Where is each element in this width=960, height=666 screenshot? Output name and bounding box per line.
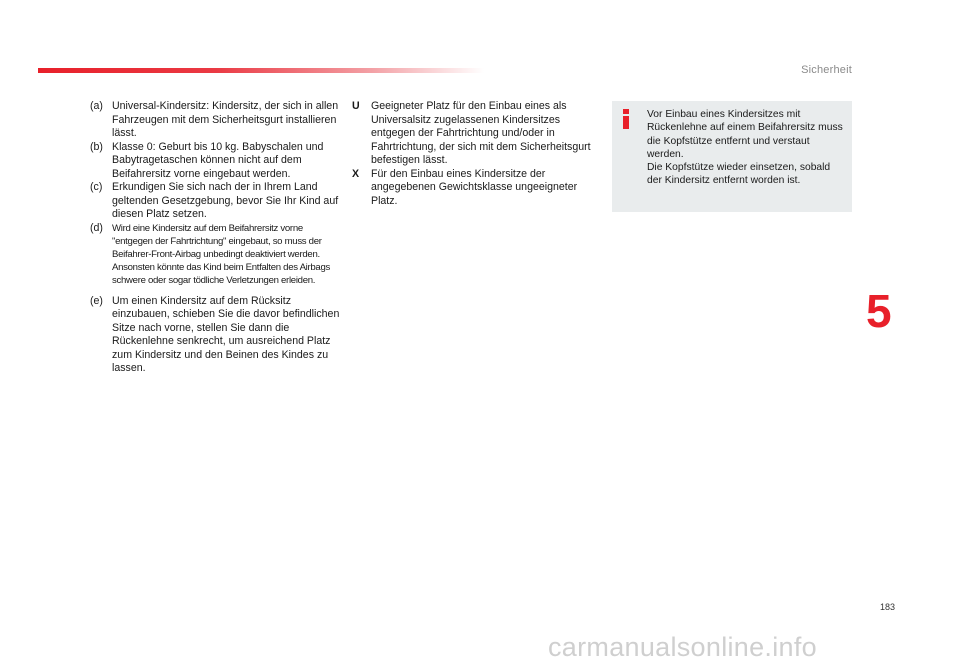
footnote-label: (a) [90,100,103,112]
footnote-text: Erkundigen Sie sich nach der in Ihrem Land geltenden Gesetzgebung, bevor Sie Ihr Kind auf diesen Platz setzen. [112,181,339,220]
footnotes-column [90,100,340,376]
footnote-d [90,222,340,288]
footnote-text: Universal-Kindersitz: Kindersitz, der sich in allen Fahrzeugen mit dem Sicherheitsgurt installieren lässt. [112,100,339,139]
footnote-b [90,141,340,182]
footnote-a [90,100,340,141]
info-paragraph: Die Kopfstütze wieder einsetzen, sobald der Kindersitz entfernt worden ist. [647,162,831,187]
footnote-e [90,295,340,376]
header-accent-bar [38,68,484,73]
footnote-text: Klasse 0: Geburt bis 10 kg. Babyschalen und Babytragetaschen können nicht auf dem Beifahrersitz vorne eingebaut werden. [112,140,324,180]
info-paragraph: Vor Einbau eines Kindersitzes mit Rückenlehne auf einem Beifahrersitz muss die Kopfstütze entfernt und verstaut werden. [647,109,843,160]
page-number: 183 [880,602,896,612]
legend-column [352,100,592,208]
footnote-label: (c) [90,181,103,193]
legend-item-u [352,100,592,168]
footnote-text: Wird eine Kindersitz auf dem Beifahrersitz vorne "entgegen der Fahrtrichtung" eingebaut, so muss der Beifahrer-Front-Airbag unbedingt deaktiviert werden. Ansonsten könnte das Kind beim Entfalten des Airbags schwere oder sogar tödliche Verletzungen erleiden. [112,222,330,287]
legend-label: X [352,167,360,180]
footnote-label: (e) [90,294,103,307]
legend-item-x [352,168,592,209]
chapter-number: 5 [866,285,892,337]
info-box [612,101,852,212]
info-text [647,108,847,188]
footnote-c [90,181,340,222]
footnote-label: (d) [90,221,103,234]
legend-text: Geeigneter Platz für den Einbau eines als Universalsitz zugelassenen Kindersitzes entgegen der Fahrtrichtung und/oder in Fahrtrichtung, der sich mit dem Sicherheitsgurt befestigen lässt. [371,100,591,166]
legend-text: Für den Einbau eines Kindersitze der angegebenen Gewichtsklasse ungeeigneter Platz. [371,167,578,207]
info-icon [621,109,631,129]
footnote-label: (b) [90,140,103,153]
legend-label: U [352,100,360,112]
section-title: Sicherheit [801,64,852,76]
footnote-text: Um einen Kindersitz auf dem Rücksitz einzubauen, schieben Sie die davor befindlichen Sitze nach vorne, stellen Sie dann die Rückenlehne senkrecht, um ausreichend Platz zum Kindersitz und den Beinen des Kindes zu lassen. [112,294,340,375]
watermark: carmanualsonline.info [548,632,817,662]
